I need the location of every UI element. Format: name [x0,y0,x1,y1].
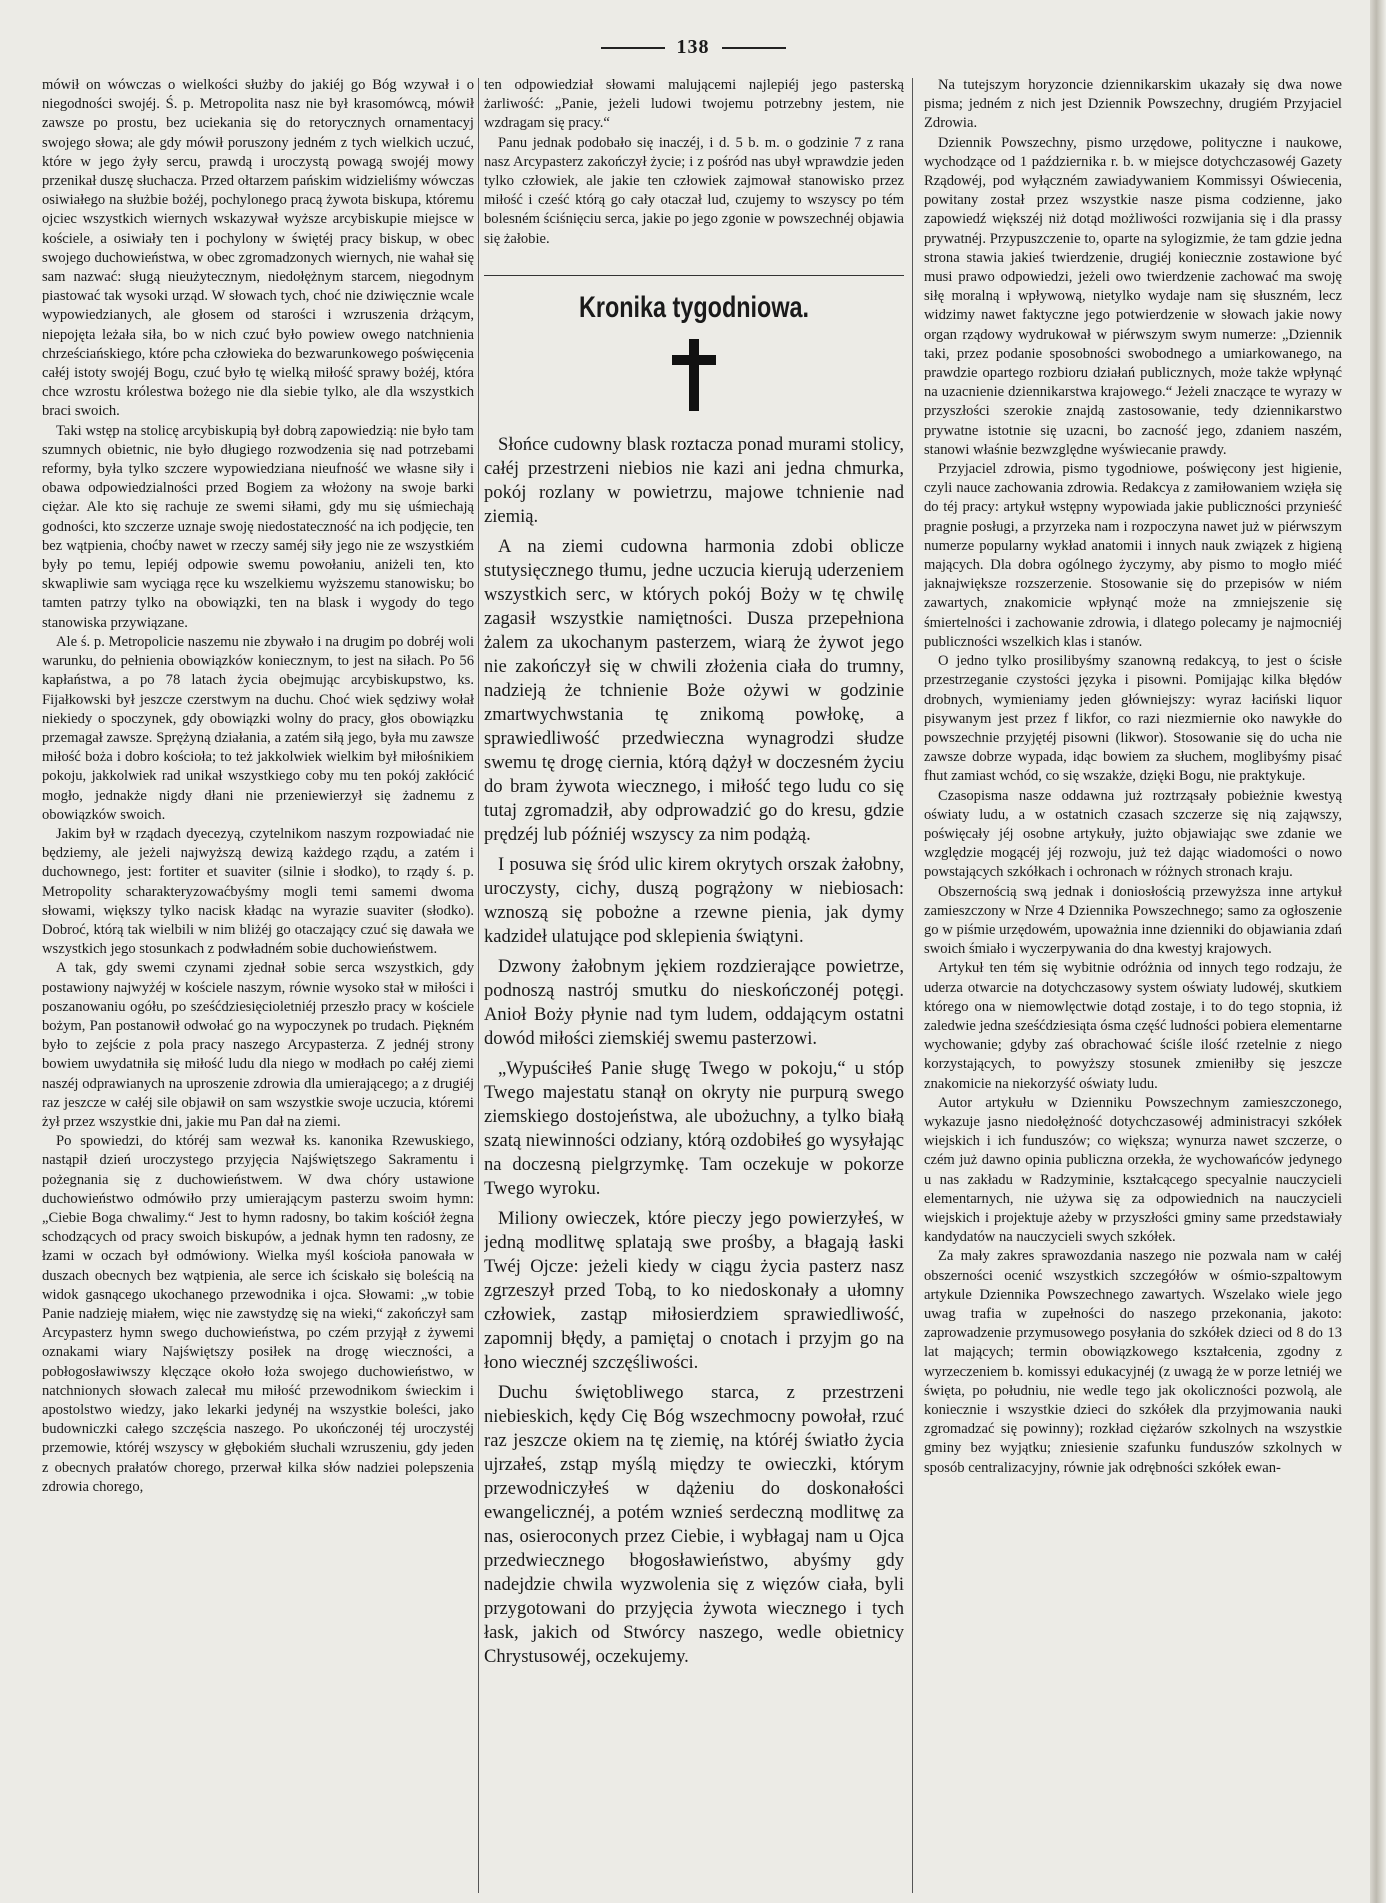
left-column [42,76,474,1895]
page-number-header [0,36,1386,59]
header-rule-left [601,47,665,49]
right-paragraph-8: Autor artykułu w Dzienniku Powszechnym zamieszczonego, wykazuje jasno niedołężność dotychczasowéj administracyi szkółek wiejskich i ich funduszów; co większa; wynurza nawet szczerze, o czém już dawno opinia publiczna orzekła, że wychowańców jedynego u nas zakładu w Radzyminie, kształcącego specyalnie nauczycieli elementarnych, nie używa się za odpowiednich na nauczycieli wiejskich i projektuje ażeby w przyszłości gminy same przedstawiały kandydatów na nauczycieli swych szkółek. [924,1094,1342,1246]
right-paragraph-2: Dziennik Powszechny, pismo urzędowe, polityczne i naukowe, wychodzące od 1 października r. b. w miejsce dotychczasowéj Gazety Rządowéj, pod wyłączném zawiadywaniem Kommissyi Oświecenia, powitany został przez wszystkie nasze pisma codzienne, jako zapowiedź większéj niż dotąd możliwości rozwijania się i dla prassy prywatnéj. Przypuszczenie to, oparte na sylogizmie, że tam gdzie jedna strona stawia jakieś twierdzenie, drugiéj koniecznie zostawione być musi prawo odpowiedzi, jeżeli owo twierdzenie zachować ma swoję siłę moralną i wpływową, nietylko wydaje nam się słuszném, lecz widzimy nawet faktyczne jego potwierdzenie w słowach jakie nowy organ rządowy wydrukował w piérwszym swym numerze: „Dziennik taki, przez podanie sposobności swobodnego a umiarkowanego, na prawdzie opartego rozbioru działań publicznych, może także wpłynąć na uzacnienie dziennikarstwa krajowego.“ Jeżeli znaczące te wyrazy w przyszłości szerokie znajdą zastosowanie, tedy dziennikarstwo prywatne istotnie się uzacni, bo zacność jego, zdaniem naszém, stanowi właśnie bezwzględne wyświecanie prawdy. [924,134,1342,458]
left-paragraph-4: Jakim był w rządach dyecezyą, czytelnikom naszym rozpowiadać nie będziemy, ale jeżeli najwyższą dewizą każdego rządu, a zatém i duchownego, jest: fortiter et suaviter (silnie i słodko), to rządy ś. p. Metropolity scharakteryzowaćbyśmy mogli temi samemi dwoma słowami, większy tylko nacisk kładąc na wyrazie suaviter (słodko). Dobroć, którą tak wielbili w nim bliżéj go otaczający czuć się dawała we wszystkich jego stosunkach z podwładném sobie duchowieństwem. [42,825,474,958]
kronika-paragraph-1: Słońce cudowny blask roztacza ponad murami stolicy, całéj przestrzeni niebios nie kazi ani jedna chmurka, pokój rozlany w powietrzu, majowe tchnienie nad ziemią. [484,434,904,528]
kronika-paragraph-7: Duchu świętobliwego starca, z przestrzeni niebieskich, kędy Cię Bóg wszechmocny powołał, rzuć raz jeszcze okiem na tę ziemię, na któréj światło życia ujrzałeś, zstąp myślą między te owieczki, którym przewodniczyłeś w dążeniu do doskonałości ewangelicznéj, a potém wznieś serdeczną modlitwę za nas, osieroconych przez Ciebie, i wybłagaj nam u Ojca przedwiecznego błogosławieństwo, abyśmy gdy nadejdzie chwila wyzwolenia się z więzów ciała, byli przygotowani do przyjęcia żywota wiecznego i tych łask, jakich od Stwórcy naszego, wedle obietnicy Chrystusowéj, oczekujemy. [484,1382,904,1668]
middle-paragraph-1: ten odpowiedział słowami malującemi najlepiéj jego pasterską żarliwość: „Panie, jeżeli ludowi twojemu potrzebny jestem, nie wzdragam się pracy.“ [484,77,904,132]
page-number: 138 [676,36,710,58]
header-rule-right [722,47,786,49]
column-divider-right [912,78,913,1893]
right-column [924,76,1342,1895]
middle-paragraph-2: Panu jednak podobało się inaczéj, i d. 5 b. m. o godzinie 7 z rana nasz Arcypasterz zakończył życie; i z pośród nas ubył wprawdzie jeden tylko człowiek, ale jakie ten człowiek zajmował stanowisko przez miłość i cześć którą go cały otaczał lud, czujemy to wszyscy po tém bolesném ściśnięciu serca, jakie po jego zgonie w powszechnéj objawia się żałobie. [484,134,904,247]
left-paragraph-1: mówił on wówczas o wielkości służby do jakiéj go Bóg wzywał i o niegodności swojéj. Ś. p. Metropolita nasz nie był krasomówcą, mówił zawsze po prostu, bez uciekania się do retorycznych ornamentacyj swojego słowa; ale gdy mówił poruszony jedném z tych wielkich uczuć, które w jego żyły sercu, prawdą i uroczystą powagą swojéj mowy przenikał duszę słuchacza. Przed ołtarzem pańskim widzieliśmy wówczas osiwiałego na służbie bożéj, pochylonego pracą żywota biskupa, któremu ojciec wszystkich wiernych wskazywał wyższe arcybiskupie miejsce w kościele, a osiwiały ten i pochylony w świętéj pracy biskup, w obec swojego duchowieństwa, w obec zgromadzonych wiernych, nie wahał się sam nazwać: sługą nieużytecznym, niedołężnym starcem, niegodnym piastować tak wysoki urząd. W słowach tych, choć nie dziwięcznie wcale wypowiedzianych, ale głosem od starości i wzruszenia drżącym, niepojęta leżała siła, bo w nich czuć było powiew owego natchnienia chrześciańskiego, które pcha człowieka do bezwarunkowego poświęcenia całéj istoty swojéj Bogu, czuć było tę wielką miłość sprawy bożéj, która chce wzrostu królestwa bożego nie dla siebie tylko, ale dla wszystkich braci swoich. [42,77,474,420]
right-paragraph-5: Czasopisma nasze oddawna już roztrząsały pobieżnie kwestyą oświaty ludu, a w ostatnich czasach szczerze się nią zająwszy, poświęcały jéj osobne artykuły, jużto objawiając swe zdanie we względzie mogącéj jéj rozwoju, już też dając wiadomości o nowo powstających szkółkach i ochronach w różnych stronach kraju. [924,787,1342,881]
right-paragraph-3: Przyjaciel zdrowia, pismo tygodniowe, poświęcony jest higienie, czyli nauce zachowania zdrowia. Redakcya z zamiłowaniem wzięła się do téj pracy: artykuł wstępny wypowiada jakie publiczności przynieść pragnie posługi, a przyrzeka nam i rozpoczyna nawet już w piérwszym numerze popularny wykład anatomii i innych nauk związek z higieną mających. Dla dobra ogólnego życzymy, aby pismo to mogło miéć jaknajwiększe rozszerzenie. Stosowanie się do przepisów w niém zawartych, znakomicie wpłynąć może na zmniejszenie się śmiertelności i zachowanie zdrowia, i dlatego polecamy je najmocniéj publiczności wszelkich klas i stanów. [924,461,1342,650]
left-paragraph-3: Ale ś. p. Metropolicie naszemu nie zbywało i na drugim po dobréj woli warunku, do pełnienia obowiązków koniecznym, to jest na siłach. Po 56 kapłaństwa, a po 78 latach życia obejmując arcybiskupstwo, ks. Fijałkowski był jeszcze czerstwym na duchu. Choć wiek sędziwy wołał niekiedy o spoczynek, gdy obowiązki wolny do pracy, głos obowiązku przemagał zawsze. Sprężyną działania, a zatém siłą jego, była mu zawsze miłość boża i dobro kościoła; to też jakkolwiek wielkim był miłośnikiem pokoju, jakkolwiek rad unikał wszystkiego coby mu ten pokój zakłócić mogło, jednakże nigdy dłani nie przeniewierzył się żadnemu z obowiązków swoich. [42,633,474,823]
page-edge [1370,0,1386,1903]
left-paragraph-6: Po spowiedzi, do któréj sam wezwał ks. kanonika Rzewuskiego, nastąpił dzień uroczystego przyjęcia Najświętszego Sakramentu i pożegnania się z duchowieństwem. W dwa chóry ustawione duchowieństwo odmówiło przy umierającym pasterzu swoim hymn: „Ciebie Boga chwalimy.“ Jest to hymn radosny, bo takim kościół żegna schodzących od pracy swoich biskupów, a jednak hymn ten radosny, ze łzami w oczach był odmówiony. Wielka myśl kościoła panowała w duszach obecnych bez wątpienia, ale serce ich ściskało się boleścią na widok gasnącego ukochanego przewodnika i ojca. Słowami: „w tobie Panie nadzieję miałem, więc nie zawstydzę się na wieki,“ zakończył sam Arcypasterz hymn swego duchowieństwa, po czém przyjął z żywemi oznakami wiary Najświętszy posiłek na drogę wieczności, a pobłogosławiwszy klęczące około łoża swojego duchowieństwo, w natchnionych słowach zalecał mu miłość przewodnikom świeckim i apostolstwo wiedzy, jako lekarki jedynéj na wszystkie boleści, jako budowniczki całego szczęścia naszego. Po ukończonéj téj uroczystéj przemowie, któréj wszyscy w głębokiém słuchali wzruszeniu, gdy jeden z obecnych prałatów chorego, przerwał kilka słów nadziei polepszenia zdrowia chorego, [42,1133,474,1495]
middle-column [484,76,904,1895]
kronika-paragraph-6: Miliony owieczek, które pieczy jego powierzyłeś, w jedną modlitwę splatają swe prośby, a błagają łaski Twéj Ojcze: jeżeli kiedy w ciągu życia pasterz nasz zgrzeszył przed Tobą, to ko niedoskonały a ułomny człowiek, zastąp miłosierdziem sprawiedliwość, zapomnij błędy, a pamiętaj o cnotach i przyjm go na łono wiecznéj szczęśliwości. [484,1208,904,1374]
right-paragraph-9: Za mały zakres sprawozdania naszego nie pozwala nam w całéj obszerności ocenić wszystkich szczegółów w ośmio-szpaltowym artykule Dziennika Powszechnego zawartych. Wszelako wiele jego uwag trafia w zupełności do naszego przekonania, jakoto: zaprowadzenie przymusowego posyłania do szkółek dzieci od 8 do 13 lat mających; termin obowiązkowego kształcenia, zgodny z wyrzeczeniem b. komissyi edukacyjnéj (z uwagą że w porze letniéj we święta, po południu, nie wedle tego jak okoliczności pozwolą, ale koniecznie i wszystkie dzieci do szkółek dla przyjmowania nauki zgromadzać się powinny); rozkład ciężarów szkolnych na wszystkie gminy bez wyjątku; zniesienie szafunku funduszów szkolnych w sposób centralizacyjny, równie jak odrębności szkółek ewan- [924,1248,1342,1476]
section-divider [484,275,904,276]
right-paragraph-7: Artykuł ten tém się wybitnie odróżnia od innych tego rodzaju, że uderza otwarcie na dotychczasowy system oświaty ludowéj, skutkiem którego ona w niemowlęctwie dotąd zostaje, i to do tego stopnia, iż zaledwie jedna sześćdziesiąta ósma część ludności pobiera elementarne wychowanie; gdyby zaś obrachować ściśle ilość rzetelnie z niego korzystających, to powyższy stosunek zmieniłby się jeszcze znakomicie na niekorzyść oświaty ludu. [924,960,1342,1092]
kronika-text [484,433,904,1669]
kronika-paragraph-3: I posuwa się śród ulic kirem okrytych orszak żałobny, uroczysty, cichy, duszą pogrążony w niebiosach: wznoszą się pobożne a rzewne pienia, jak dymy kadzideł ulatujące pod sklepienia świątyni. [484,854,904,948]
right-paragraph-4: O jedno tylko prosilibyśmy szanowną redakcyą, to jest o ścisłe przestrzeganie czystości języka i pisowni. Pomijając kilka błędów drobnych, wymieniamy jeden główniejszy: wyraz łaciński liquor pisywanym jest przez f likfor, co razi niezmiernie oko nawykłe do powszechnie przyjętéj pisowni (likwor). Stosowanie się do ucha nie zawsze dobrze wypada, idąc bowiem za słuchem, moglibyśmy pisać fhut zamiast wchód, co się wszakże, dzięki Bogu, nie praktykuje. [924,653,1342,785]
kronika-paragraph-5: „Wypuściłeś Panie sługę Twego w pokoju,“ u stóp Twego majestatu stanął on okryty nie purpurą swego ziemskiego dostojeństwa, ale ubożuchny, a tylko białą szatą niewinności odziany, którą ozdobiłeś go wysyłając na doczesną pielgrzymkę. Tam oczekuje w pokorze Twego wyroku. [484,1058,904,1200]
column-divider-left [478,78,479,1893]
right-paragraph-6: Obszernością swą jednak i doniosłością przewyższa inne artykuł zamieszczony w Nrze 4 Dziennika Powszechnego; samo za ogłoszenie go w piśmie urzędowém, upoważnia inne dzienniki do objawiania zdań swoich śmiało i wyczerpywania do dna kwestyj krajowych. [924,883,1342,958]
kronika-paragraph-4: Dzwony żałobnym jękiem rozdzierające powietrze, podnoszą nastrój smutku do nieskończonéj potęgi. Anioł Boży płynie nad tym ludem, oddającym ostatni dowód miłości ziemskiéj swemu pasterzowi. [484,956,904,1050]
left-paragraph-2: Taki wstęp na stolicę arcybiskupią był dobrą zapowiedzią: nie było tam szumnych obietnic, nie było długiego rozwodzenia się nad potrzebami reformy, była tylko szczere wypowiedziana nieufność we własne siły i obawa odpowiedzialności przed Bogiem za włożony na swoje barki ciężar. Ale kto się rachuje ze swemi siłami, gdy mu się uśmiechają godności, kto szczerze uznaje swoję niedostateczność na ich podjęcie, ten bez wątpienia, choćby nawet w rzeczy saméj siły jego nie ze wszystkiém były po temu, lepiéj odpowie swemu powołaniu, aniżeli ten, kto skwapliwie sam wyciąga ręce ku wszelkiemu wyższemu stanowisku; bo tamten patrzy tylko na obowiązki, ten na blask i wygody do tego stanowiska przywiązane. [42,422,474,631]
cross-icon [672,339,716,411]
kronika-paragraph-2: A na ziemi cudowna harmonia zdobi oblicze stutysięcznego tłumu, jedne uczucia kierują uderzeniem wszystkich serc, w których pokój Boży w tę chwilę zagasił wszystkie namiętności. Dusza przepełniona żalem za ukochanym pasterzem, wiarą że żywot jego nie zakończył się w chwili złożenia ciała do trumny, nadzieją że tchnienie Boże ożywi w godzinie zmartwychwstania tę znikomą powłokę, a sprawiedliwość przedwieczna wynagrodzi słudze swemu tę drogę ciernia, którą dążył w doczesném życiu do bram żywota wiecznego, i miłość tego ludu co się tutaj zgromadził, aby odprowadzić go do kresu, gdzie prędzéj lub późniéj wszyscy za nim podążą. [484,536,904,846]
right-paragraph-1: Na tutejszym horyzoncie dziennikarskim ukazały się dwa nowe pisma; jedném z nich jest Dziennik Powszechny, drugiém Przyjaciel Zdrowia. [924,77,1342,132]
left-paragraph-5: A tak, gdy swemi czynami zjednał sobie serca wszystkich, gdy postawiony najwyżéj w kościele naszym, równie wysoko stał w miłości i poszanowaniu ogółu, po sześćdziesięcioletniéj przeszło pracy w kościele bożym, Pan postanowił odwołać go na wypoczynek po trudach. Piękném było to zejście z pola pracy naszego Arcypasterza. Z jednéj strony bowiem uwydatniła się miłość ludu dla niego w modłach po całéj ziemi naszéj odprawianych na uproszenie zdrowia dla umierającego; a z drugiéj raz jeszcze w całéj sile objawił on sam wszystkie swoje uczucia, któremi żył przez wszystkie dni, jakie mu Pan dał na ziemi. [42,960,474,1130]
kronika-title: Kronika tygodniowa. [578,290,810,324]
